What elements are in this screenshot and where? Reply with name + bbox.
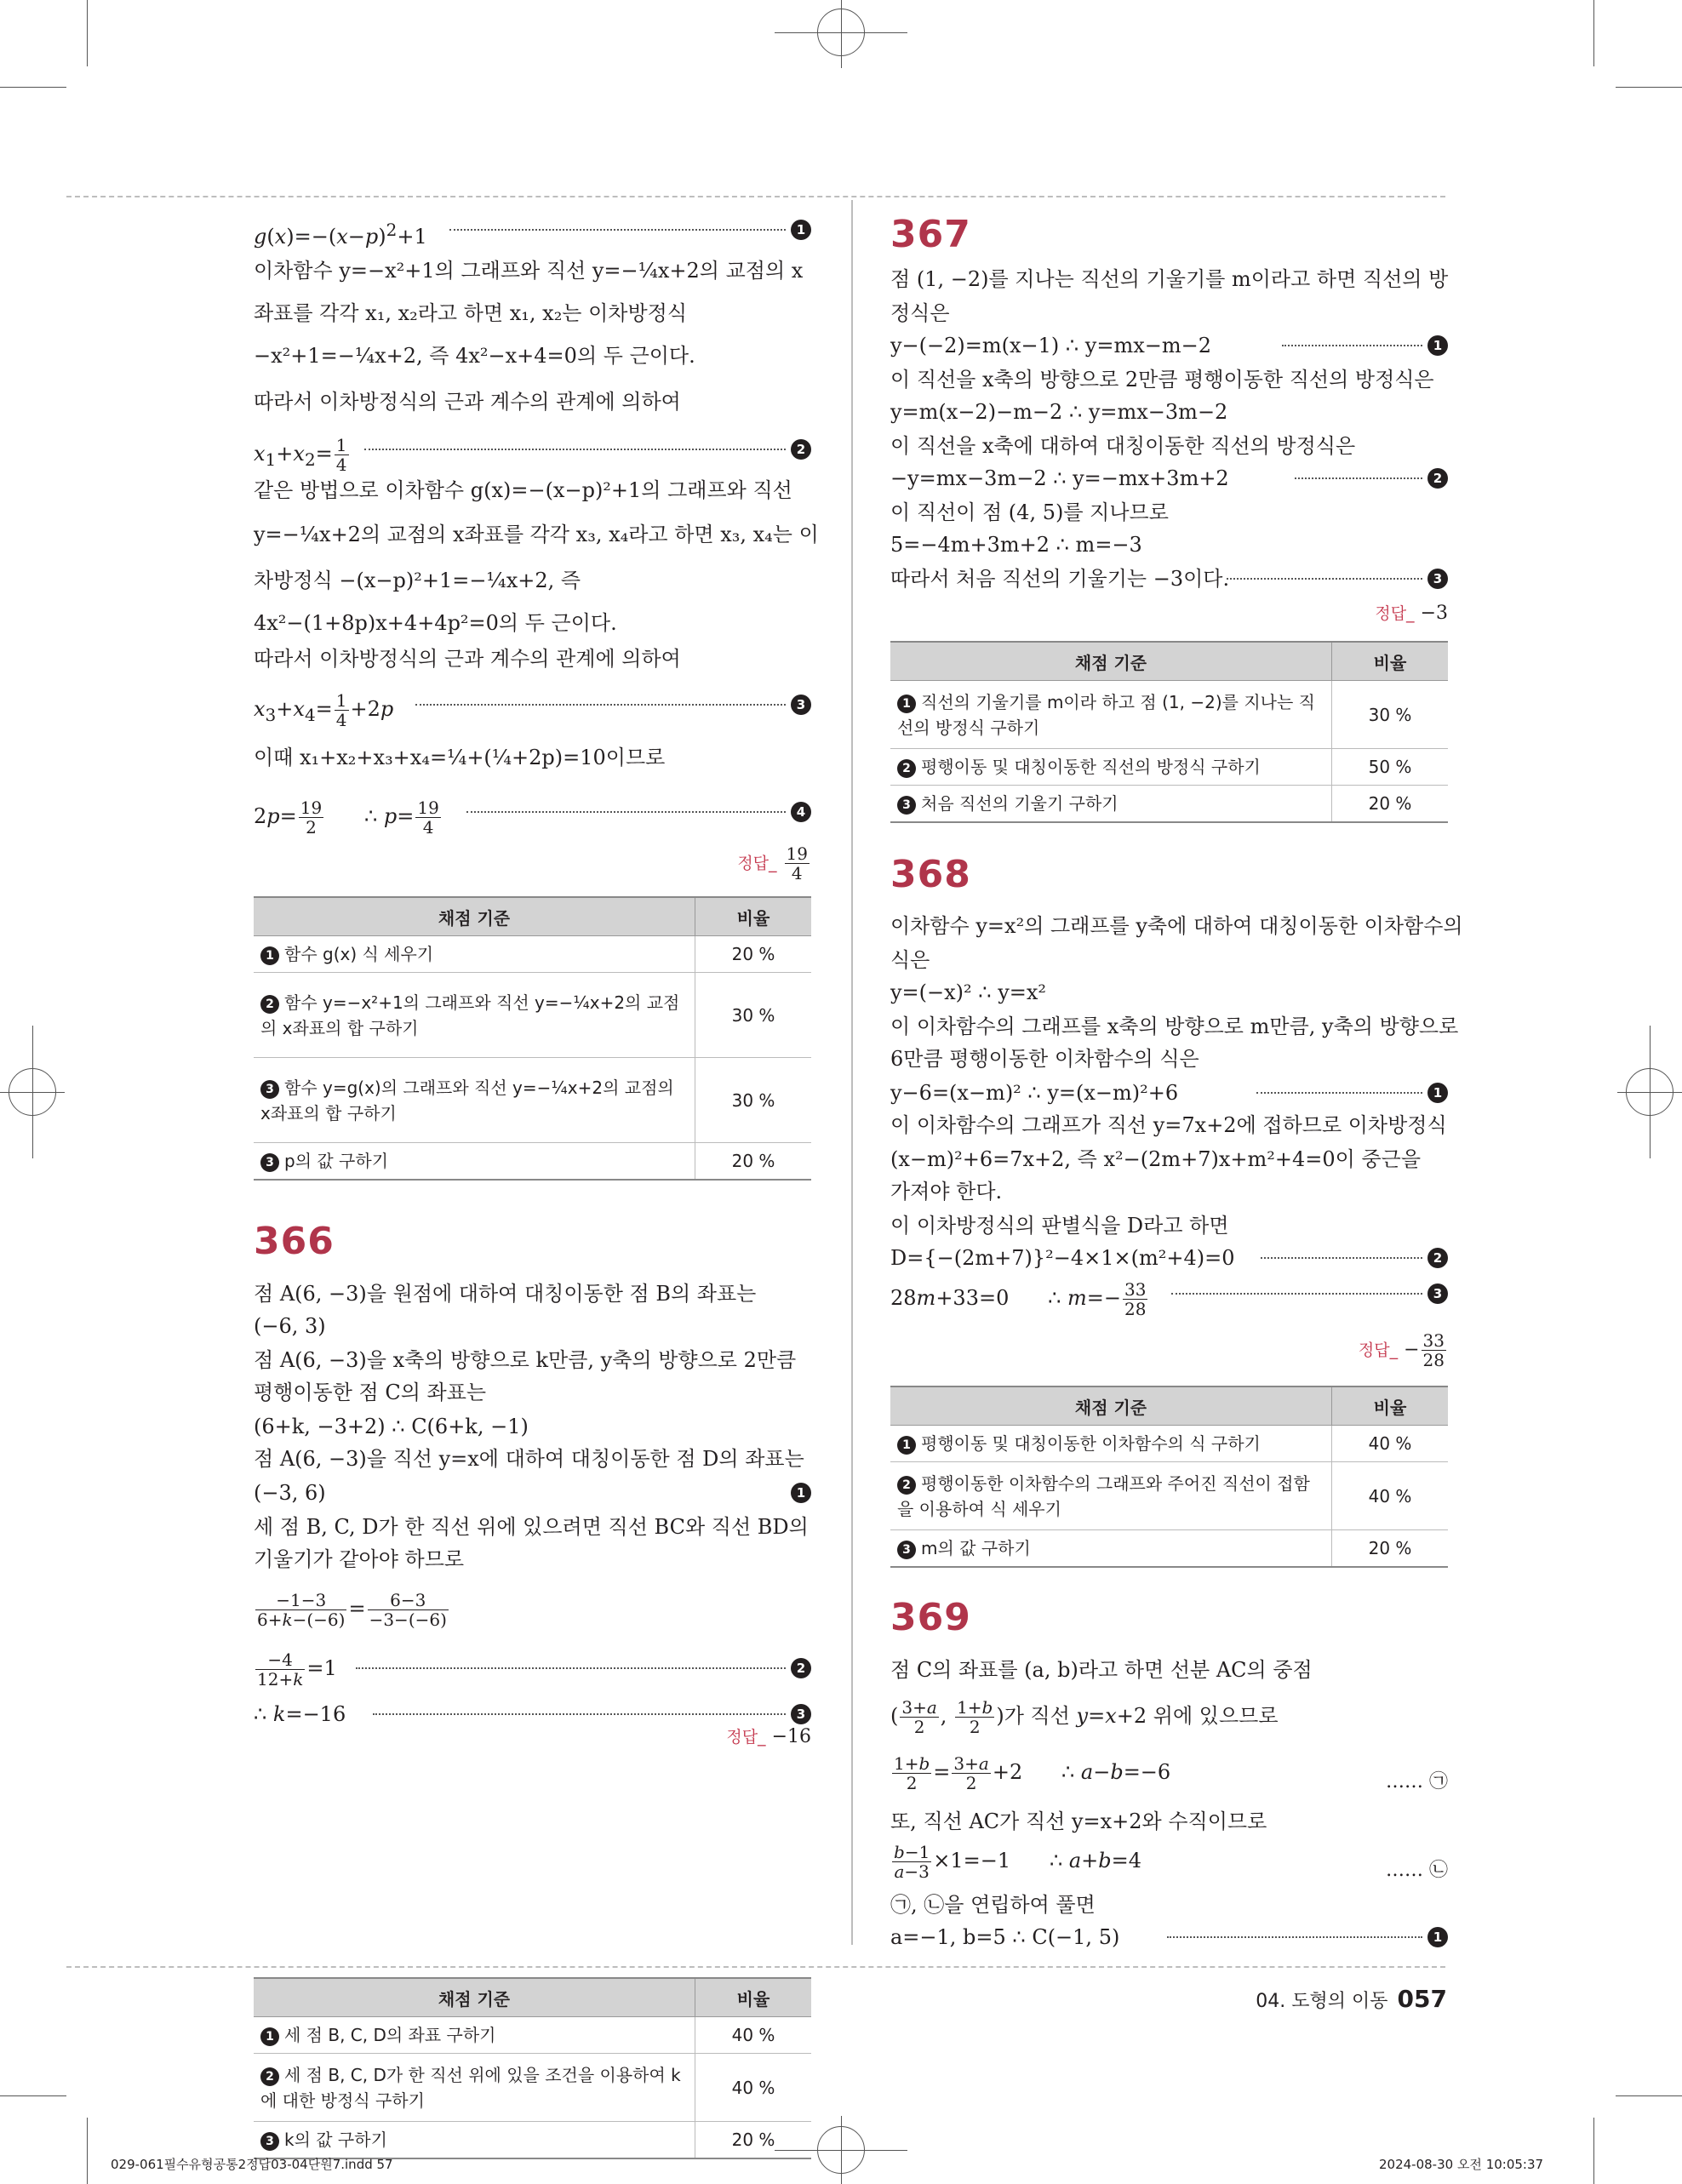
right-column: 367 점 (1, −2)를 지나는 직선의 기울기를 m이라고 하면 직선의 방 정식은 y−(−2)=m(x−1) ∴ y=mx−m−2 1 이 직선을 x축의 방향으로 2만큼 평행이동한 직선의 방정식은 y=m(x−2)−m−2 ∴ y=mx−3m−2 이 직선을 x축에 대하여 대칭이동한 직선의 방정식은 −y=mx−3m−2 ∴ y=−mx+3m+2 2 이 직선이 점 (4, 5)를 지나므로 5=−4m+3m+2 ∴ m=−3 따라서 처음 직선의 기울기는 −3이다. 3 정답_ −3 채점 기준 비율 1 직선의 기울기를 m이라 하고 점 (1, −2)를 지나는 직선의 방정식 구하기 30 % 2 평행이동 및 대칭이동한 직선의 방정식 구하기 50 % 3 처음 직선의 기울기 구하기 20 % 368 이차함수 y=x²의 그래프를 y축에 대하여 대칭이동한 이차함수의 식은 y=(−x)² ∴ y=x² 이 이차함수의 그래프를 x축의 방향으로 m만큼, y축의 방향으로 6만큼 평행이동한 이차함수의 식은 y−6=(x−m)² ∴ y=(x−m)²+6 1 이 이차함수의 그래프가 직선 y=7x+2에 접하므로 이차방정식 (x−m)²+6=7x+2, 즉 x²−(2m+7)x+m²+4=0이 중근을 가져야 한다. 이 이차방정식의 판별식을 D라고 하면 D={−(2m+7)}²−4×1×(m²+4)=0 2 28m+33=0 ∴ m=− $\frac{33}{28}$ 3 정답_ − $\frac{33}{28}$ 채점 기준 비율 1 평행이동 및 대칭이동한 이차함수의 식 구하기 40 % 2 평행이동한 이차함수의 그래프와 주어진 직선이 접함을 이용하여 식 세우기 40 % 3 m의 값 구하기 20 % 369 점 C의 좌표를 (a, b)라고 하면 선분 AC의 중점 ( $\frac{3+a}{2}$ , $\frac{1+b}{2}$ )가 직선 y=x+2 위에 있으므로 $\frac{1+b}{2}$ = $\frac{3+a}{2}$ +2 ∴ a−b=−6 …… ㉠ 또, 직선 AC가 직선 y=x+2와 수직이므로 $\frac{b-1}{a-3}$ ×1=−1 ∴ a+b=4 …… ㉡ ㉠, ㉡을 연립하여 풀면 a=−1, b=5 ∴ C(−1, 5) 1 (890, 213, 1463, 1949)
crop-mark (87, 0, 88, 66)
question-number: 368 (890, 853, 971, 896)
step-marker-2: 2 (1427, 1248, 1448, 1268)
grading-table: 채점 기준 비율 1 직선의 기울기를 m이라 하고 점 (1, −2)를 지나는 직선의 방정식 구하기 30 % 2 평행이동 및 대칭이동한 직선의 방정식 구하기 50 % 3 처음 직선의 기울기 구하기 20 % (890, 641, 1448, 823)
grading-table: 채점 기준 비율 1 세 점 B, C, D의 좌표 구하기 40 % 2 세 점 B, C, D가 한 직선 위에 있을 조건을 이용하여 k에 대한 방정식 구하기 40 % 3 k의 값 구하기 20 % (254, 1977, 811, 2159)
step-marker-1: 1 (1427, 1083, 1448, 1103)
question-number: 369 (890, 1596, 971, 1639)
step-marker-2: 2 (1427, 468, 1448, 489)
crop-mark (1616, 87, 1682, 88)
crop-mark (87, 2118, 88, 2184)
step-marker-1: 1 (791, 220, 811, 240)
answer: 정답_ −3 (1375, 603, 1448, 624)
crop-mark (1593, 0, 1594, 66)
step-marker-1: 1 (791, 1483, 811, 1503)
registration-mark (841, 0, 842, 68)
registration-mark (1650, 1026, 1651, 1158)
bottom-divider (66, 1966, 1445, 1968)
step-marker-2: 2 (791, 439, 811, 460)
step-marker-1: 1 (1427, 1927, 1448, 1947)
page-footer (1107, 1985, 1447, 2013)
left-column: $g(x)=-(x-p)^2+1$ 1 이차함수 y=−x²+1의 그래프와 직선 y=−¼x+2의 교점의 x 좌표를 각각 x₁, x₂라고 하면 x₁, x₂는 이차방정식 −x²+1=−¼x+2, 즉 4x²−x+4=0의 두 근이다. 따라서 이차방정식의 근과 계수의 관계에 의하여 $x_1+x_2=$ $\frac{1}{4}$ 2 같은 방법으로 이차함수 g(x)=−(x−p)²+1의 그래프와 직선 y=−¼x+2의 교점의 x좌표를 각각 x₃, x₄라고 하면 x₃, x₄는 이 차방정식 −(x−p)²+1=−¼x+2, 즉 4x²−(1+8p)x+4+4p²=0의 두 근이다. 따라서 이차방정식의 근과 계수의 관계에 의하여 $x_3+x_4=$ $\frac{1}{4}$ +2p 3 이때 x₁+x₂+x₃+x₄=¼+(¼+2p)=10이므로 2p= $\frac{19}{2}$ ∴ p= $\frac{19}{4}$ 4 정답_ $\frac{19}{4}$ 채점 기준 비율 1 함수 g(x) 식 세우기 20 % 2 함수 y=−x²+1의 그래프와 직선 y=−¼x+2의 교점의 x좌표의 합 구하기 30 % 3 함수 y=g(x)의 그래프와 직선 y=−¼x+2의 교점의 x좌표의 합 구하기 30 % 3 p의 값 구하기 20 % 366 점 A(6, −3)을 원점에 대하여 대칭이동한 점 B의 좌표는 (−6, 3) 점 A(6, −3)을 x축의 방향으로 k만큼, y축의 방향으로 2만큼 평행이동한 점 C의 좌표는 (6+k, −3+2) ∴ C(6+k, −1) 점 A(6, −3)을 직선 y=x에 대하여 대칭이동한 점 D의 좌표는 (−3, 6) 1 세 점 B, C, D가 한 직선 위에 있으려면 직선 BC와 직선 BD의 기울기가 같아야 하므로 $\frac{-1-3}{6+k-(-6)}$ = $\frac{6-3}{-3-(-6)}$ $\frac{-4}{12+k}$ =1 2 ∴ k=−16 3 정답_ −16 채점 기준 비율 1 세 점 B, C, D의 좌표 구하기 40 % 2 세 점 B, C, D가 한 직선 위에 있을 조건을 이용하여 k에 대한 방정식 구하기 40 % 3 k의 값 구하기 20 % (254, 213, 811, 1949)
answer: 정답_ −16 (726, 1726, 811, 1747)
step-marker-4: 4 (791, 802, 811, 822)
chapter-title: 04. 도형의 이동 (1256, 1991, 1388, 2012)
answer: 정답_ $\frac{19}{4}$ (737, 843, 808, 883)
question-number: 366 (254, 1220, 335, 1263)
crop-mark (0, 87, 66, 88)
crop-mark (0, 2095, 66, 2096)
top-divider (66, 196, 1445, 197)
column-divider (851, 200, 853, 1945)
print-timestamp: 2024-08-30 오전 10:05:37 (1379, 2157, 1544, 2172)
answer: 정답_ − $\frac{33}{28}$ (1358, 1330, 1445, 1370)
grading-table: 채점 기준 비율 1 함수 g(x) 식 세우기 20 % 2 함수 y=−x²+1의 그래프와 직선 y=−¼x+2의 교점의 x좌표의 합 구하기 30 % 3 함수 y=g(x)의 그래프와 직선 y=−¼x+2의 교점의 x좌표의 합 구하기 30 % 3 p의 값 구하기 20 % (254, 896, 811, 1181)
registration-mark (32, 1026, 33, 1158)
crop-mark (1616, 2095, 1682, 2096)
grading-table: 채점 기준 비율 1 평행이동 및 대칭이동한 이차함수의 식 구하기 40 % 2 평행이동한 이차함수의 그래프와 주어진 직선이 접함을 이용하여 식 세우기 40 % 3 m의 값 구하기 20 % (890, 1386, 1448, 1568)
question-number: 367 (890, 213, 971, 256)
step-marker-3: 3 (1427, 1284, 1448, 1304)
step-marker-1: 1 (1427, 335, 1448, 356)
page-number: 057 (1397, 1985, 1447, 2013)
file-info: 029-061필수유형공통2정답03-04단원7.indd 57 (111, 2157, 393, 2172)
registration-mark (841, 2116, 842, 2184)
step-marker-2: 2 (791, 1658, 811, 1678)
step-marker-3: 3 (1427, 569, 1448, 589)
crop-mark (1593, 2118, 1594, 2184)
step-marker-3: 3 (791, 695, 811, 715)
step-marker-3: 3 (791, 1704, 811, 1724)
